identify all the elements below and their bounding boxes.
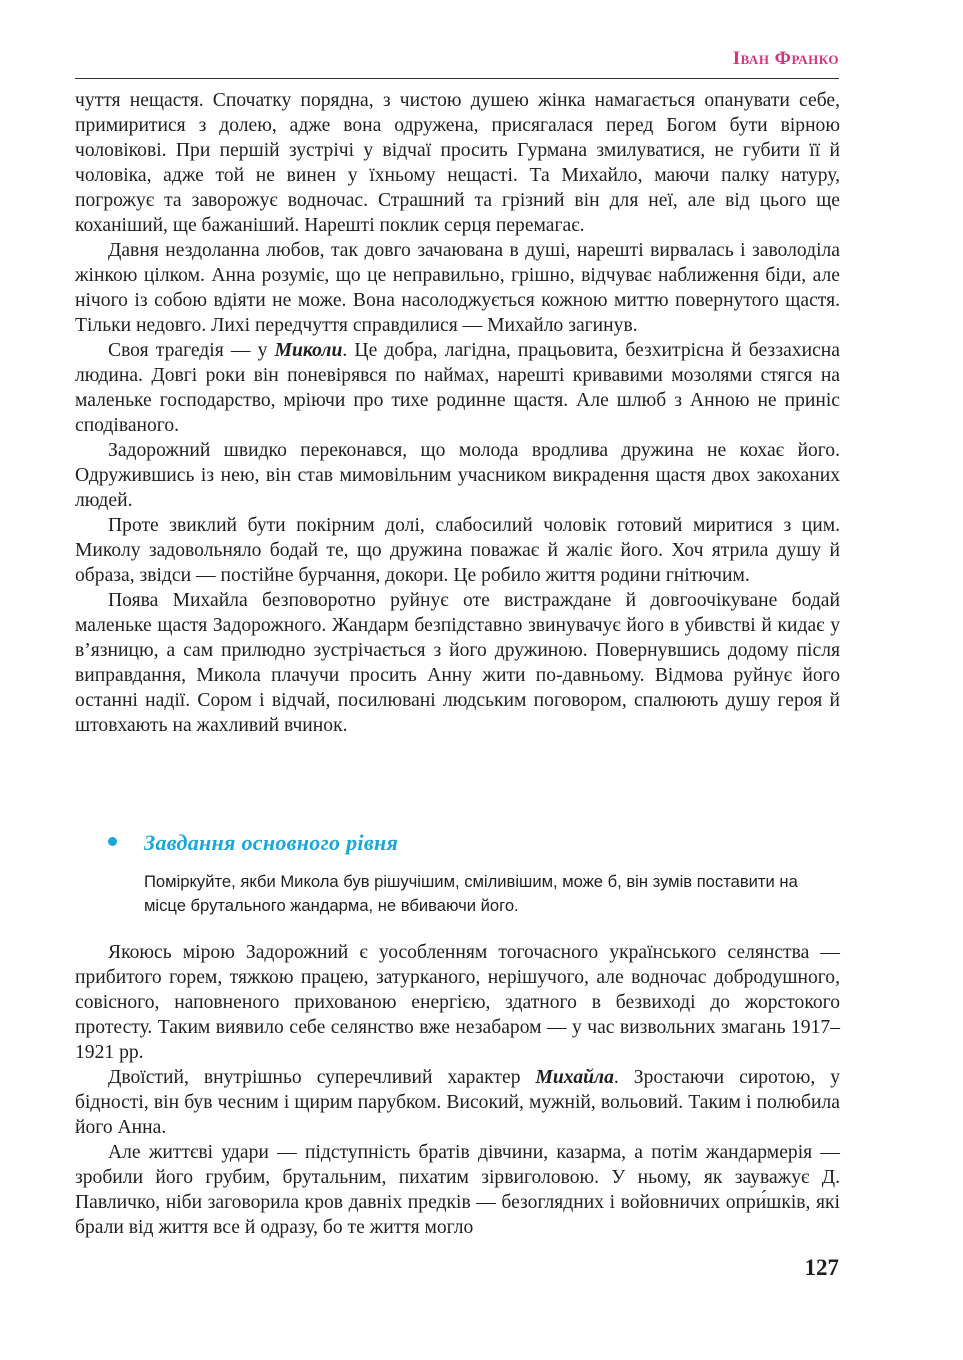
paragraph: Але життєві удари — підступність братів дівчини, казарма, а потім жандармерія — зробили його грубим, брутальним, пихатим зірвиголовою. У ньому, як зауважує Д. Павличко, ніби заговорила кров давніх предків — безоглядних і войовничих опри́шків, які брали від життя все й одразу, бо те життя могло [75,1142,840,1238]
task-title: Завдання основного рівня [144,830,399,855]
body-text-top [75,88,840,738]
paragraph: Задорожний швидко переконався, що молода вродлива дружина не кохає його. Одружившись із нею, він став мимовільним учасником викрадення щастя двох закоханих людей. [75,440,840,511]
paragraph: Якоюсь мірою Задорожний є уособленням тогочасного українського селянства — прибитого горем, тяжкою працею, затурканого, нерішучого, але водночас добродушного, совісного, наповненого прихованою енергією, здатного в безвиході до жорстокого протесту. Таким виявило себе селянство вже незабаром — у час визвольних змагань 1917–1921 рр. [75,942,840,1063]
body-text-bottom [75,940,840,1240]
header-rule [75,78,839,79]
paragraph: Давня нездоланна любов, так довго зачаювана в душі, нарешті вирвалась і заволоділа жінкою цілком. Анна розуміє, що це неправильно, грішно, відчуває наближення біди, але нічого із собою вдіяти не може. Вона насолоджується кожною миттю повернутого щастя. Тільки недовго. Лихі передчуття справдилися — Михайло загинув. [75,240,840,336]
paragraph: Поява Михайла безповоротно руйнує оте вистраждане й довгоочікуване бодай маленьке щастя Задорожного. Жандарм безпідставно звинувачує його в убивстві й кидає у в’язницю, а сам прилюдно зустрічається з його дружиною. Повернувшись додому після виправдання, Микола плачучи просить Анну жити по-давньому. Відмова руйнує його останні надії. Сором і відчай, посилювані людським поговором, спалюють душу героя й штовхають на жахливий вчинок. [75,590,840,736]
emphasis-name: Михайла [535,1067,614,1088]
paragraph: Проте звиклий бути покірним долі, слабосилий чоловік готовий миритися з цим. Миколу задовольняло бодай те, що дружина поважає й жаліє його. Хоч ятрила душу й образа, звідси — постійне бурчання, докори. Це робило життя родини гнітючим. [75,515,840,586]
paragraph: чуття нещастя. Спочатку порядна, з чистою душею жінка намагається опанувати себе, примиритися з долею, адже вона одружена, присягалася перед Богом бути вірною чоловікові. При першій зустрічі у відчаї просить Гурмана змилуватися, не губити її й чоловіка, адже той не винен у їхньому нещасті. Та Михайло, маючи палку натуру, погрожує та заворожує водночас. Страшний та грізний він для неї, але від цього ще коханіший, ще бажаніший. Нарешті поклик серця перемагає. [75,90,840,236]
paragraph-text: . Це добра, лагідна, працьовита, безхитрісна й беззахисна людина. Довгі роки він поневірявся по наймах, нарешті кривавими мозолями стягся на маленьке господарство, мріючи про тихе родинне щастя. Але шлюб з Анною не приніс сподіваного. [75,340,840,436]
task-text: Поміркуйте, якби Микола був рішучішим, сміливішим, може б, він зумів поставити на місце брутального жандарма, не вбиваючи його. [144,872,798,915]
paragraph-text: . Зростаючи сиротою, у бідності, він був чесним і щирим парубком. Високий, мужній, вольовий. Таким і полюбила його Анна. [75,1067,841,1138]
paragraph [75,1065,840,1140]
running-header-author: Іван Франко [732,48,839,69]
page-number: 127 [804,1255,839,1280]
paragraph-text: Своя трагедія — у [108,340,275,361]
bullet-icon [108,837,117,846]
paragraph-text: Двоїстий, внутрішньо суперечливий характер [108,1067,536,1088]
emphasis-name: Миколи [274,340,343,361]
paragraph [75,338,840,438]
